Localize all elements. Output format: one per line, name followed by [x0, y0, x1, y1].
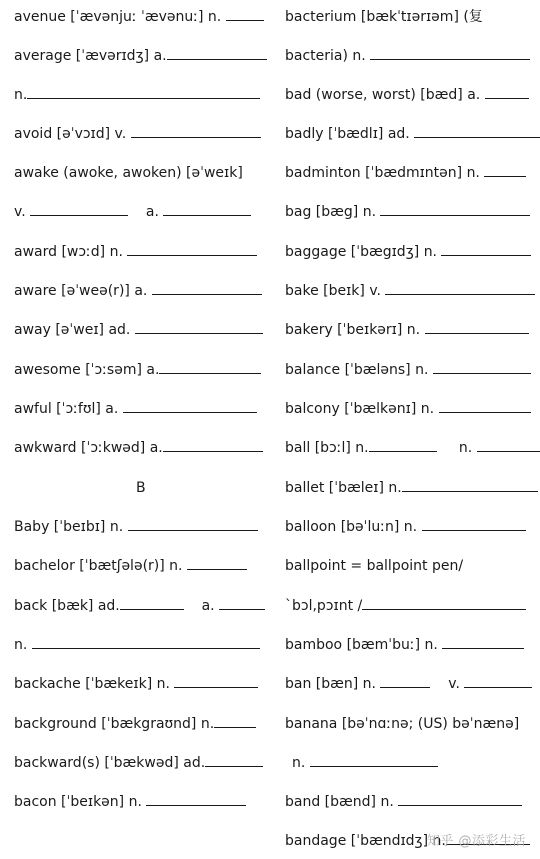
entry-badly: [285, 123, 540, 145]
entry-away: [14, 319, 263, 341]
entry-text: balcony [ˈbælkənɪ] n.: [285, 401, 435, 417]
entry-text: award [wɔːd] n.: [14, 244, 123, 260]
entry-ballet: [285, 477, 538, 499]
entry-bacterium: [285, 6, 483, 28]
entry-baggage: [285, 241, 531, 263]
entry-awesome: [14, 359, 261, 381]
entry-back-n: [14, 634, 260, 656]
answer-blank[interactable]: [174, 673, 258, 688]
answer-blank[interactable]: [163, 201, 251, 216]
answer-blank[interactable]: [152, 280, 262, 295]
answer-blank[interactable]: [214, 713, 256, 728]
entry-text: ban [bæn] n.: [285, 676, 376, 692]
entry-text: Baby [ˈbeɪbɪ] n.: [14, 519, 124, 535]
entry-text: bakery [ˈbeɪkərɪ] n.: [285, 322, 421, 338]
entry-text: bacterium [bækˈtɪərɪəm] (复: [285, 9, 483, 25]
entry-text: bake [beɪk] v.: [285, 283, 381, 299]
entry-text: awkward [ˈɔːkwəd] a.: [14, 440, 163, 456]
answer-blank[interactable]: [226, 6, 264, 21]
section-heading-b: B: [136, 480, 146, 496]
entry-text: badminton [ˈbædmɪntən] n.: [285, 165, 480, 181]
entry-bacon: [14, 791, 246, 813]
entry-text: ball [bɔːl] n.: [285, 440, 369, 456]
entry-text: away [əˈweɪ] ad.: [14, 322, 131, 338]
entry-ballpoint-ipa: [285, 595, 526, 617]
answer-blank[interactable]: [362, 595, 526, 610]
entry-text: balloon [bəˈluːn] n.: [285, 519, 418, 535]
entry-backache: [14, 673, 258, 695]
answer-blank[interactable]: [32, 634, 260, 649]
entry-text: a.: [201, 598, 215, 614]
entry-text: v.: [448, 676, 460, 692]
entry-background: [14, 713, 256, 735]
entry-text: n.: [292, 755, 306, 771]
entry-bakery: [285, 319, 529, 341]
watermark: 知乎 @添彩生活: [426, 834, 526, 849]
entry-balance: [285, 359, 531, 381]
entry-bamboo: [285, 634, 524, 656]
entry-text: ballpoint = ballpoint pen/: [285, 558, 464, 574]
answer-blank[interactable]: [187, 555, 247, 570]
answer-blank[interactable]: [135, 319, 263, 334]
entry-text: bacteria) n.: [285, 48, 366, 64]
entry-text: n.: [458, 440, 473, 456]
entry-text: backward(s) [ˈbækwəd] ad.: [14, 755, 206, 771]
entry-balloon: [285, 516, 526, 538]
answer-blank[interactable]: [30, 201, 128, 216]
entry-avoid: [14, 123, 261, 145]
entry-text: bamboo [bæmˈbuː] n.: [285, 637, 438, 653]
entry-text: avenue [ˈævənjuː ˈævənuː] n.: [14, 9, 222, 25]
answer-blank[interactable]: [422, 516, 526, 531]
entry-text: avoid [əˈvɔɪd] v.: [14, 126, 127, 142]
answer-blank[interactable]: [398, 791, 522, 806]
entry-text: awful [ˈɔːfʊl] a.: [14, 401, 119, 417]
answer-blank[interactable]: [146, 791, 246, 806]
answer-blank[interactable]: [205, 752, 263, 767]
answer-blank[interactable]: [464, 673, 532, 688]
answer-blank[interactable]: [484, 162, 526, 177]
answer-blank[interactable]: [485, 84, 529, 99]
entry-bad: [285, 84, 529, 106]
entry-text: badly [ˈbædlɪ] ad.: [285, 126, 410, 142]
entry-text: bacon [ˈbeɪkən] n.: [14, 794, 142, 810]
answer-blank[interactable]: [219, 595, 265, 610]
answer-blank[interactable]: [128, 516, 258, 531]
entry-text: bandage [ˈbændɪdʒ] n.: [285, 833, 446, 849]
entry-aware: [14, 280, 262, 302]
answer-blank[interactable]: [123, 398, 257, 413]
entry-text: band [bænd] n.: [285, 794, 394, 810]
entry-text: a.: [145, 204, 159, 220]
answer-blank[interactable]: [402, 477, 538, 492]
answer-blank[interactable]: [433, 359, 531, 374]
entry-ban: [285, 673, 532, 695]
entry-text: aware [əˈweə(r)] a.: [14, 283, 148, 299]
answer-blank[interactable]: [369, 437, 437, 452]
entry-balcony: [285, 398, 531, 420]
entry-awful: [14, 398, 257, 420]
entry-text: bachelor [ˈbætʃələ(r)] n.: [14, 558, 183, 574]
entry-band: [285, 791, 522, 813]
answer-blank[interactable]: [385, 280, 535, 295]
entry-back: [14, 595, 265, 617]
answer-blank[interactable]: [27, 84, 260, 99]
answer-blank[interactable]: [414, 123, 540, 138]
entry-award: [14, 241, 257, 263]
entry-average-n: [14, 84, 260, 106]
answer-blank[interactable]: [477, 437, 540, 452]
entry-text: baggage [ˈbægɪdʒ] n.: [285, 244, 438, 260]
entry-text: banana [bəˈnɑːnə; (US) bəˈnænə]: [285, 716, 520, 732]
answer-blank[interactable]: [425, 319, 529, 334]
entry-text: bag [bæg] n.: [285, 204, 377, 220]
entry-awake: [14, 162, 243, 184]
entry-ball: [285, 437, 540, 459]
entry-text: n.: [14, 637, 28, 653]
entry-awkward: [14, 437, 263, 459]
entry-ballpoint: [285, 555, 463, 577]
entry-badminton: [285, 162, 526, 184]
answer-blank[interactable]: [163, 437, 263, 452]
answer-blank[interactable]: [120, 595, 184, 610]
answer-blank[interactable]: [159, 359, 261, 374]
answer-blank[interactable]: [370, 45, 530, 60]
entry-backwards: [14, 752, 263, 774]
entry-text: bad (worse, worst) [bæd] a.: [285, 87, 481, 103]
answer-blank[interactable]: [442, 634, 524, 649]
answer-blank[interactable]: [380, 673, 430, 688]
entry-text: background [ˈbækgraʊnd] n.: [14, 716, 215, 732]
entry-awake-forms: [14, 201, 251, 223]
entry-text: n.: [14, 87, 28, 103]
entry-text: v.: [14, 204, 26, 220]
entry-text: ballet [ˈbæleɪ] n.: [285, 480, 402, 496]
entry-bake: [285, 280, 535, 302]
entry-bacteria: [285, 45, 530, 67]
entry-banana: [285, 713, 519, 735]
entry-banana-n: [292, 752, 438, 774]
entry-bachelor: [14, 555, 247, 577]
answer-blank[interactable]: [380, 201, 530, 216]
entry-text: back [bæk] ad.: [14, 598, 120, 614]
answer-blank[interactable]: [167, 45, 267, 60]
answer-blank[interactable]: [439, 398, 531, 413]
entry-baby: [14, 516, 258, 538]
answer-blank[interactable]: [131, 123, 261, 138]
entry-bag: [285, 201, 530, 223]
entry-average: [14, 45, 267, 67]
answer-blank[interactable]: [441, 241, 531, 256]
answer-blank[interactable]: [127, 241, 257, 256]
entry-text: balance [ˈbæləns] n.: [285, 362, 429, 378]
entry-text: backache [ˈbækeɪk] n.: [14, 676, 170, 692]
entry-avenue: [14, 6, 264, 28]
entry-text: awake (awoke, awoken) [əˈweɪk]: [14, 165, 243, 181]
entry-text: average [ˈævərɪdʒ] a.: [14, 48, 167, 64]
entry-text: awesome [ˈɔːsəm] a.: [14, 362, 160, 378]
entry-text: `bɔl,pɔɪnt /: [285, 598, 363, 614]
answer-blank[interactable]: [310, 752, 438, 767]
